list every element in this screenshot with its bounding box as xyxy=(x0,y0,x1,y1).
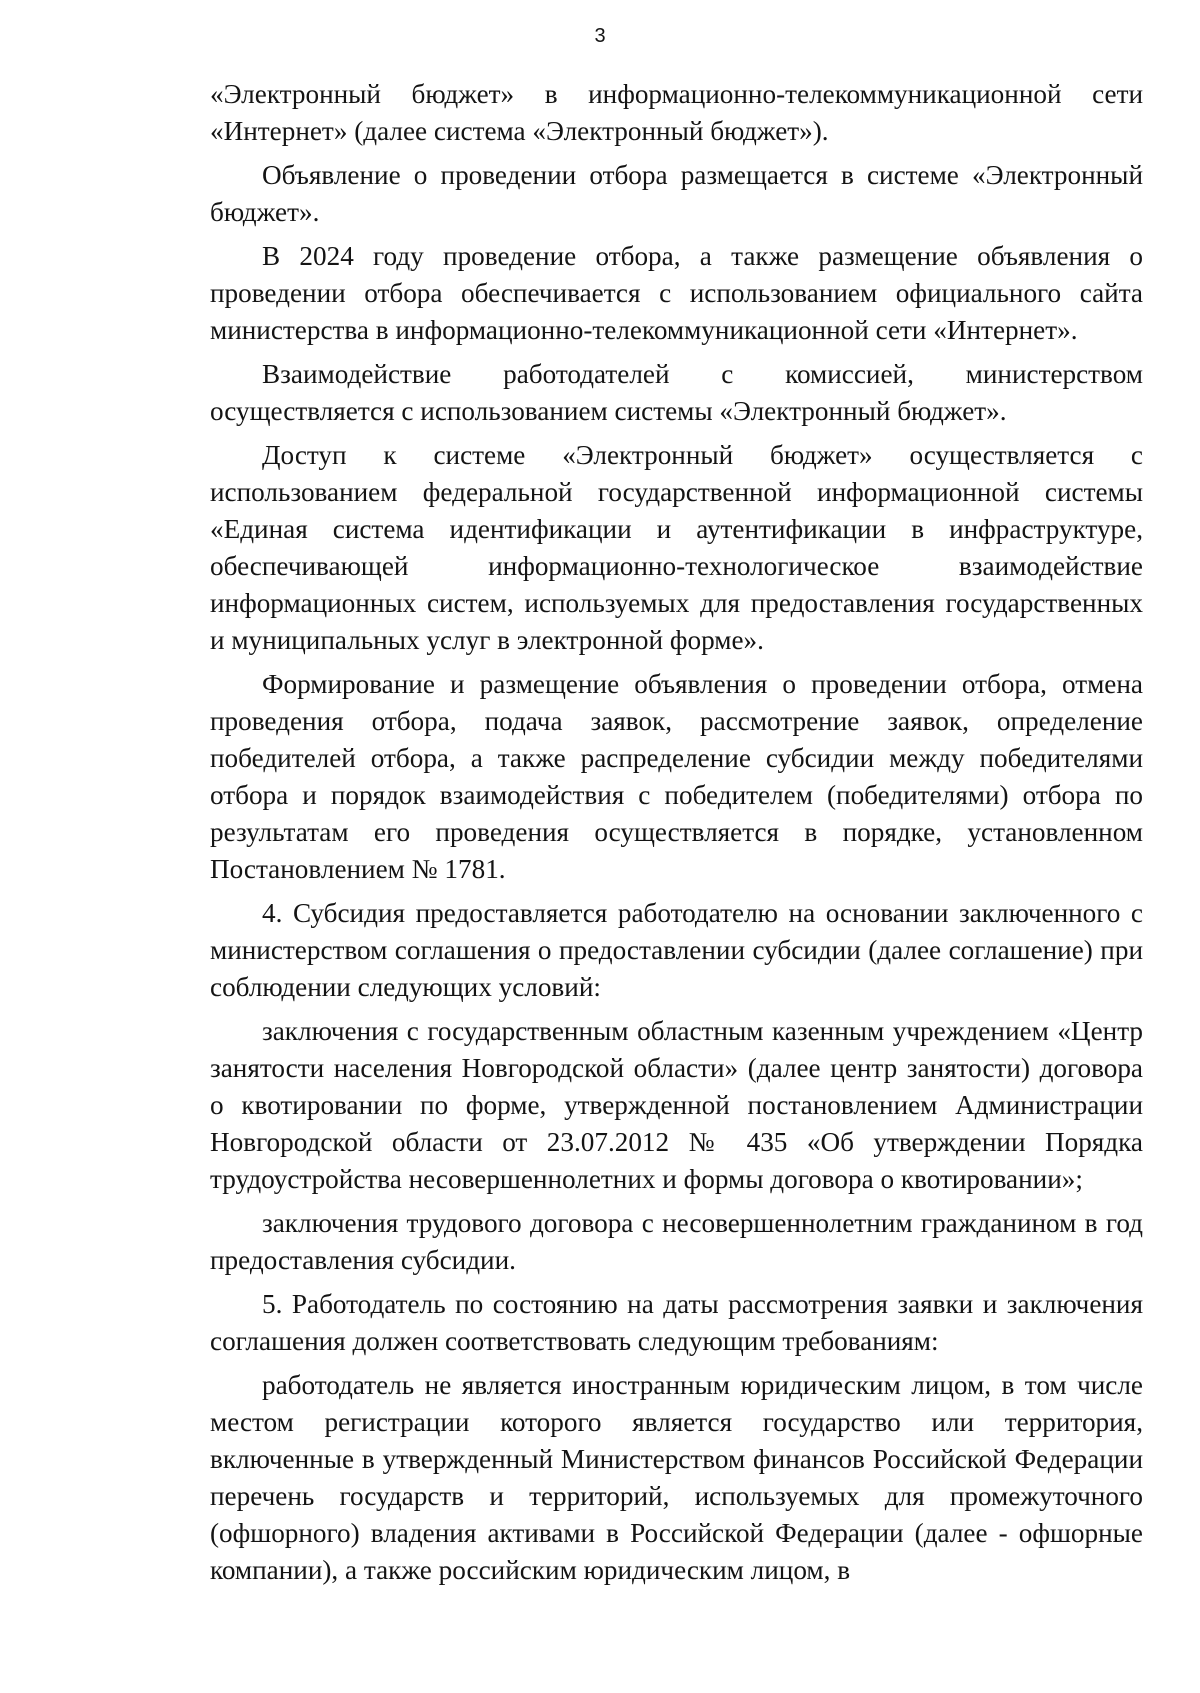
paragraph-interaction: Взаимодействие работодателей с комиссией, министерством осуществляется с использованием системы «Электронный бюджет». xyxy=(210,359,1143,426)
paragraph-2024-selection: В 2024 году проведение отбора, а также размещение объявления о проведении отбора обеспечивается с использованием официального сайта министерства в информационно-телекоммуникационной сети «Интернет». xyxy=(210,241,1143,345)
paragraph-condition-labor-contract: заключения трудового договора с несовершеннолетним гражданином в год предоставления субсидии. xyxy=(210,1208,1143,1275)
page-number: 3 xyxy=(594,25,606,47)
paragraph-condition-quota-agreement: заключения с государственным областным казенным учреждением «Центр занятости населения Новгородской области» (далее центр занятости) договора о квотировании по форме, утвержденной постановлением Администрации Новгородской области от 23.07.2012 № 435 «Об утверждении Порядка трудоустройства несовершеннолетних и формы договора о квотировании»; xyxy=(210,1016,1143,1194)
paragraph-selection-procedure: Формирование и размещение объявления о проведении отбора, отмена проведения отбора, подача заявок, рассмотрение заявок, определение победителей отбора, а также распределение субсидии между победителями отбора и порядок взаимодействия с победителем (победителями) отбора по результатам его проведения осуществляется в порядке, установленном Постановлением № 1781. xyxy=(210,669,1143,884)
paragraph-continuation: «Электронный бюджет» в информационно-телекоммуникационной сети «Интернет» (далее система «Электронный бюджет»). xyxy=(210,79,1143,146)
paragraph-item-4-subsidy: 4. Субсидия предоставляется работодателю на основании заключенного с министерством соглашения о предоставлении субсидии (далее соглашение) при соблюдении следующих условий: xyxy=(210,898,1143,1002)
paragraph-system-access: Доступ к системе «Электронный бюджет» осуществляется с использованием федеральной государственной информационной системы «Единая система идентификации и аутентификации в инфраструктуре, обеспечивающей информационно-технологическое взаимодействие информационных систем, используемых для предоставления государственных и муниципальных услуг в электронной форме». xyxy=(210,440,1143,655)
paragraph-announcement: Объявление о проведении отбора размещается в системе «Электронный бюджет». xyxy=(210,160,1143,227)
document-body xyxy=(210,76,1143,1596)
paragraph-item-5-requirements: 5. Работодатель по состоянию на даты рассмотрения заявки и заключения соглашения должен соответствовать следующим требованиям: xyxy=(210,1289,1143,1356)
paragraph-requirement-not-foreign: работодатель не является иностранным юридическим лицом, в том числе местом регистрации которого является государство или территория, включенные в утвержденный Министерством финансов Российской Федерации перечень государств и территорий, используемых для промежуточного (офшорного) владения активами в Российской Федерации (далее - офшорные компании), а также российским юридическим лицом, в xyxy=(210,1370,1143,1585)
